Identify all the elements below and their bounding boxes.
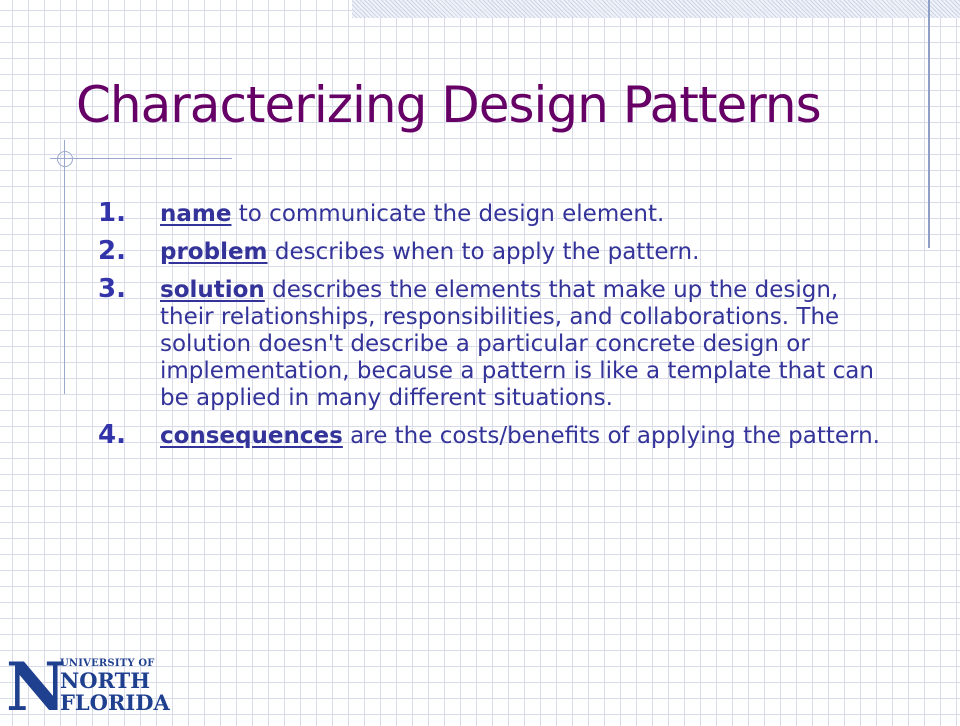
- list-term: consequences: [160, 423, 343, 449]
- list-item: [98, 420, 898, 450]
- list-description: to communicate the design element.: [231, 201, 665, 227]
- list-term: name: [160, 201, 232, 227]
- crosshair-vertical-line: [64, 140, 65, 394]
- list-term: problem: [160, 239, 268, 265]
- list-description: describes when to apply the pattern.: [267, 239, 700, 265]
- crosshair-horizontal-line: [50, 158, 232, 159]
- list-number: 4.: [98, 420, 126, 450]
- list-item-text: [160, 274, 898, 412]
- list-item: [98, 274, 898, 412]
- unf-logo: [6, 648, 176, 726]
- list-description: describes the elements that make up the design, their relationships, responsibilities, and collaborations. The solution doesn't describe a particular concrete design or implementation, because a pattern is like a template that can be applied in many different situations.: [160, 277, 874, 411]
- list-item-text: [160, 236, 898, 266]
- list-description: are the costs/benefits of applying the pattern.: [342, 423, 880, 449]
- list-number: 2.: [98, 236, 126, 266]
- crosshair-circle-icon: [57, 151, 73, 167]
- list-item: [98, 198, 898, 228]
- list-number: 3.: [98, 274, 126, 304]
- list-item: [98, 236, 898, 266]
- slide-title: Characterizing Design Patterns: [76, 76, 821, 134]
- logo-letter: N: [6, 648, 67, 726]
- list-item-text: [160, 420, 898, 450]
- list-item-text: [160, 198, 898, 228]
- corner-hatch-decoration: [352, 0, 960, 18]
- numbered-list: [98, 198, 898, 458]
- logo-university-of: UNIVERSITY OF: [60, 658, 155, 669]
- list-term: solution: [160, 277, 265, 303]
- logo-florida: FLORIDA: [60, 690, 170, 715]
- list-number: 1.: [98, 198, 126, 228]
- logo-north: NORTH: [60, 668, 151, 693]
